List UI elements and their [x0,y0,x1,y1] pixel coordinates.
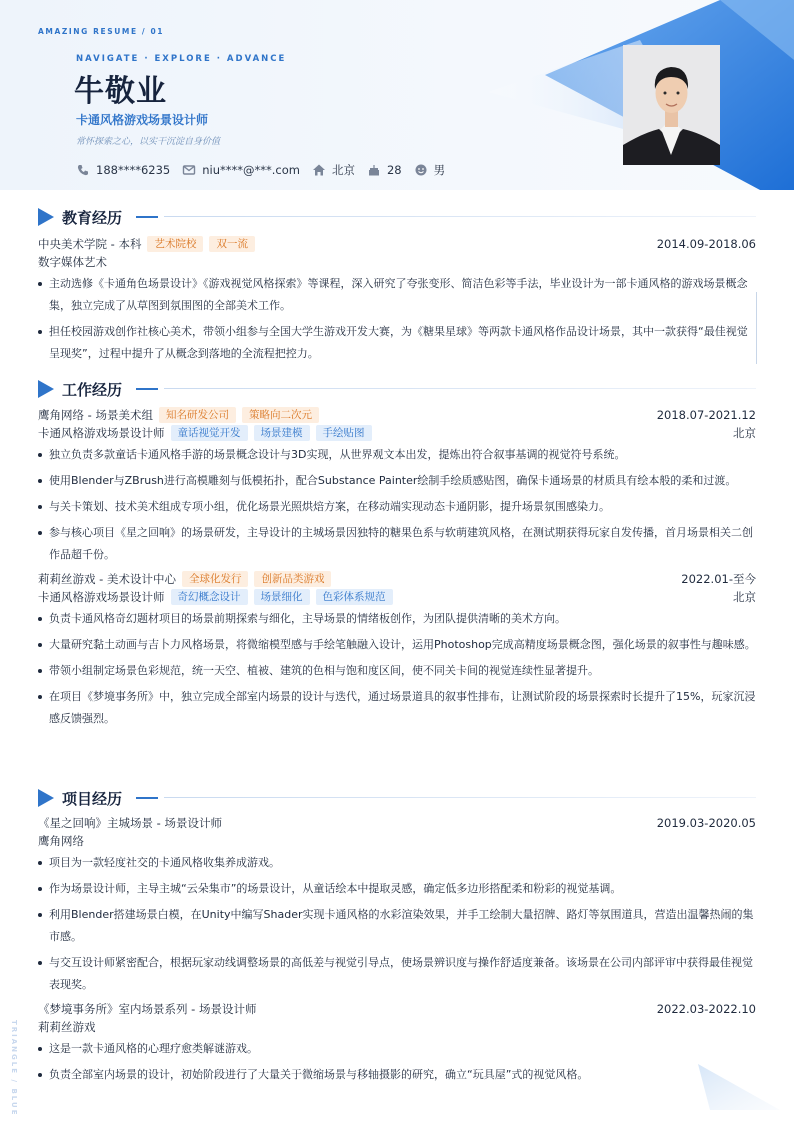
list-item: 与关卡策划、技术美术组成专项小组，优化场景光照烘焙方案，在移动端实现动态卡通阴影，提升场景氛围感染力。 [38,496,756,518]
triangle-icon [38,380,54,398]
work-role-row [38,588,756,606]
role-name: 卡通风格游戏场景设计师 [38,590,165,604]
section-title: 工作经历 [62,381,123,399]
resume-header [0,0,794,190]
job-title: 卡通风格游戏场景设计师 [76,113,209,127]
phone-icon [76,163,90,177]
section-title: 教育经历 [62,209,123,227]
list-item: 这是一款卡通风格的心理疗愈类解谜游戏。 [38,1038,756,1060]
contact-text: 北京 [331,163,355,177]
list-item: 使用Blender与ZBrush进行高模雕刻与低模拓扑，配合Substance Painter绘制手绘质感贴图，确保卡通场景的材质具有绘本般的柔和过渡。 [38,470,756,492]
tag: 双一流 [209,236,255,252]
tag: 全球化发行 [182,571,249,587]
project-name: 《星之回响》主城场景 - 场景设计师 [38,816,222,830]
bullet-list [38,852,756,996]
contact-text: 188****6235 [96,163,171,177]
section-accent-line [136,388,158,390]
list-item: 与交互设计师紧密配合，根据玩家动线调整场景的高低差与视觉引导点，使场景辨识度与操作舒适度兼备。该场景在公司内部评审中获得最佳视觉表现奖。 [38,952,756,996]
list-item: 项目为一款轻度社交的卡通风格收集养成游戏。 [38,852,756,874]
tag: 童话视觉开发 [171,425,248,441]
major: 数字媒体艺术 [38,255,107,269]
project-name: 《梦境事务所》室内场景系列 - 场景设计师 [38,1002,257,1016]
section-heading [38,786,756,810]
company-name: 鹰角网络 - 场景美术组 [38,408,153,422]
tag: 创新品类游戏 [254,571,331,587]
bullet-list [38,608,756,730]
contact-text: niu****@***.com [202,163,300,177]
tag: 手绘贴图 [316,425,372,441]
list-item: 参与核心项目《星之回响》的场景研发，主导设计的主城场景因独特的糖果色系与软萌建筑风格，在测试期获得玩家自发传播，首月场景相关二创作品超千份。 [38,522,756,566]
location: 北京 [733,590,756,604]
contact-city [312,162,355,178]
date-range: 2018.07-2021.12 [656,408,756,422]
tag: 场景细化 [254,589,310,605]
tag: 场景建模 [254,425,310,441]
date-range: 2019.03-2020.05 [656,816,756,830]
location: 北京 [733,426,756,440]
list-item: 作为场景设计师，主导主城“云朵集市”的场景设计，从童话绘本中提取灵感，确定低多边形搭配柔和粉彩的视觉基调。 [38,878,756,900]
role-name: 卡通风格游戏场景设计师 [38,426,165,440]
home-icon [312,163,326,177]
gender-icon [414,163,428,177]
tag: 知名研发公司 [159,407,236,423]
section-rule [164,388,756,389]
mail-icon [182,163,196,177]
list-item: 独立负责多款童话卡通风格手游的场景概念设计与3D实现，从世界观文本出发，提炼出符合叙事基调的视觉符号系统。 [38,444,756,466]
work-role-row [38,424,756,442]
candidate-name: 牛敬业 [74,74,167,109]
contact-email [182,163,300,177]
company-name: 莉莉丝游戏 - 美术设计中心 [38,572,176,586]
contact-list [76,162,457,178]
bullet-list [38,1038,756,1086]
project-company: 莉莉丝游戏 [38,1020,96,1034]
tag: 艺术院校 [147,236,203,252]
date-range: 2014.09-2018.06 [656,237,756,251]
contact-age [367,163,402,177]
contact-text: 男 [433,163,446,177]
contact-gender [414,162,446,178]
section-accent-line [136,797,158,799]
contact-text: 28 [386,163,402,177]
list-item: 主动选修《卡通角色场景设计》《游戏视觉风格探索》等课程，深入研究了夸张变形、简洁色彩等手法，毕业设计为一部卡通风格的游戏场景概念集，独立完成了从草图到氛围图的全部美术工作。 [38,273,756,317]
motto: 常怀探索之心，以实干沉淀自身价值 [76,137,221,147]
top-label: AMAZING RESUME / 01 [38,27,165,36]
work-entry-header [38,570,756,588]
triangle-icon [38,208,54,226]
bullet-list [38,273,756,365]
list-item: 负责卡通风格奇幻题材项目的场景前期探索与细化，主导场景的情绪板创作，为团队提供清晰的美术方向。 [38,608,756,630]
school-name: 中央美术学院 - 本科 [38,237,142,251]
list-item: 在项目《梦境事务所》中，独立完成全部室内场景的设计与迭代，通过场景道具的叙事性排布，让测试阶段的场景探索时长提升了15%，玩家沉浸感反馈强烈。 [38,686,756,730]
education-entry-header [38,235,756,253]
bullet-list [38,444,756,566]
section-title: 项目经历 [62,790,123,808]
side-watermark-text: TRIANGLE / BLUE [10,1020,18,1117]
corner-decoration [690,1060,794,1123]
project-entry-header [38,814,756,832]
list-item: 利用Blender搭建场景白模，在Unity中编写Shader实现卡通风格的水彩渲染效果，并手工绘制大量招牌、路灯等氛围道具，营造出温馨热闹的集市感。 [38,904,756,948]
project-company: 鹰角网络 [38,834,84,848]
list-item: 带领小组制定场景色彩规范，统一天空、植被、建筑的色相与饱和度区间，使不同关卡间的视觉连续性显著提升。 [38,660,756,682]
side-rule [756,292,757,364]
date-range: 2022.01-至今 [681,572,756,586]
contact-phone [76,163,170,177]
work-section [38,377,756,734]
section-heading [38,377,756,401]
tag: 色彩体系规范 [316,589,393,605]
list-item: 担任校园游戏创作社核心美术，带领小组参与全国大学生游戏开发大赛，为《糖果星球》等两款卡通风格作品设计场景，其中一款获得“最佳视觉呈现奖”，过程中提升了从概念到落地的全流程把控力。 [38,321,756,365]
section-heading [38,205,756,229]
section-rule [164,216,756,217]
tag: 策略向二次元 [242,407,319,423]
list-item: 大量研究黏土动画与吉卜力风格场景，将微缩模型感与手绘笔触融入设计，运用Photoshop完成高精度场景概念图，强化场景的叙事性与趣味感。 [38,634,756,656]
date-range: 2022.03-2022.10 [656,1002,756,1016]
cake-icon [367,163,381,177]
project-entry-header [38,1000,756,1018]
triangle-icon [38,789,54,807]
profile-photo [623,45,720,165]
list-item: 负责全部室内场景的设计，初始阶段进行了大量关于微缩场景与移轴摄影的研究，确立“玩具屋”式的视觉风格。 [38,1064,756,1086]
education-section [38,205,756,369]
tag: 奇幻概念设计 [171,589,248,605]
slogan: NAVIGATE · EXPLORE · ADVANCE [76,54,287,64]
section-rule [164,797,756,798]
projects-section [38,786,756,1090]
work-entry-header [38,406,756,424]
section-accent-line [136,216,158,218]
